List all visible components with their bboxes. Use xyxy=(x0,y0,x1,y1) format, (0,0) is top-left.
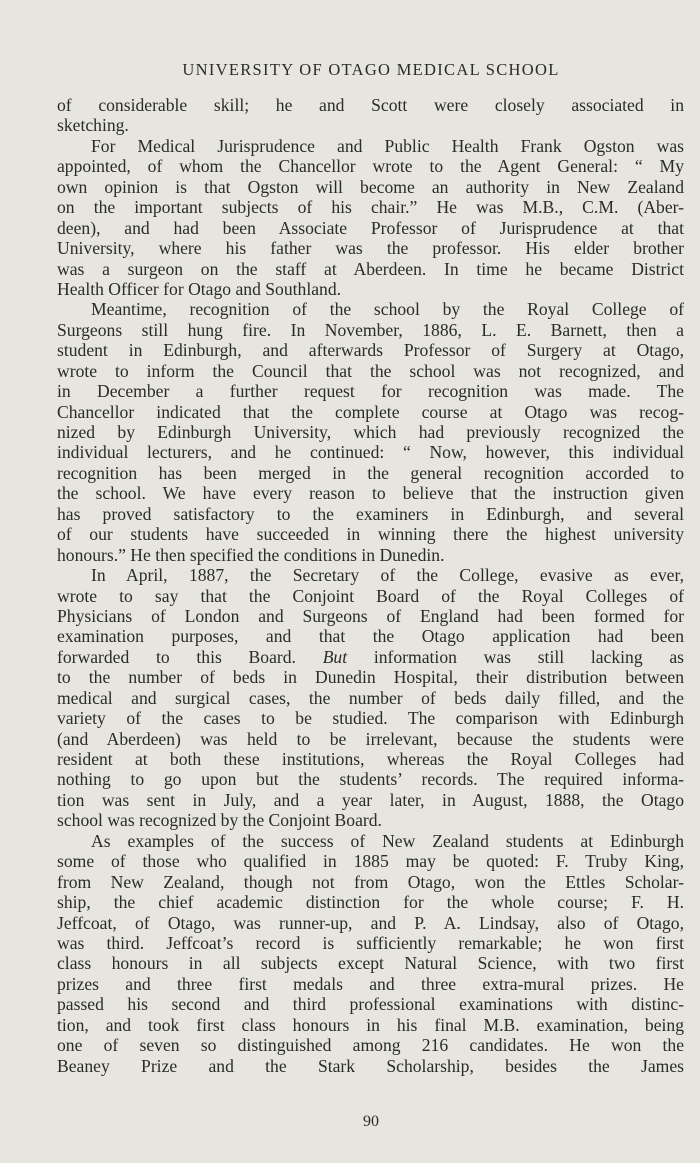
text-line: nothing to go upon but the students’ records. The required informa- xyxy=(57,769,684,790)
text-line: recognition has been merged in the general recognition accorded to xyxy=(57,462,684,483)
text-line: class honours in all subjects except Natural Science, with two first xyxy=(57,953,684,974)
text-line: forwarded to this Board. But information was still lacking as xyxy=(57,646,684,667)
text-line: examination purposes, and that the Otago application had been xyxy=(57,626,684,647)
body-text xyxy=(57,95,684,1076)
text-line: Surgeons still hung fire. In November, 1886, L. E. Barnett, then a xyxy=(57,319,684,340)
text-line: appointed, of whom the Chancellor wrote to the Agent General: “ My xyxy=(57,156,684,177)
text-line: tion, and took first class honours in his final M.B. examination, being xyxy=(57,1014,684,1035)
text-line: individual lecturers, and he continued: “ Now, however, this individual xyxy=(57,442,684,463)
text-line: ship, the chief academic distinction for the whole course; F. H. xyxy=(57,892,684,913)
text-line: tion was sent in July, and a year later, in August, 1888, the Otago xyxy=(57,789,684,810)
text-line: deen), and had been Associate Professor of Jurisprudence at that xyxy=(57,217,684,238)
text-line: medical and surgical cases, the number of beds daily filled, and the xyxy=(57,687,684,708)
text-line: Meantime, recognition of the school by the Royal College of xyxy=(91,299,684,320)
text-line: of our students have succeeded in winning there the highest university xyxy=(57,524,684,545)
text-line: of considerable skill; he and Scott were closely associated in xyxy=(57,95,684,115)
text-line: (and Aberdeen) was held to be irrelevant, because the students were xyxy=(57,728,684,749)
text-line: prizes and three first medals and three extra-mural prizes. He xyxy=(57,973,684,994)
text-line: resident at both these institutions, whereas the Royal Colleges had xyxy=(57,749,684,769)
text-line: has proved satisfactory to the examiners in Edinburgh, and several xyxy=(57,503,684,524)
text-line: nized by Edinburgh University, which had previously recognized the xyxy=(57,422,684,442)
text-line: passed his second and third professional examinations with distinc- xyxy=(57,994,684,1015)
text-line: was third. Jeffcoat’s record is sufficiently remarkable; he won first xyxy=(57,932,684,953)
text-line: student in Edinburgh, and afterwards Professor of Surgery at Otago, xyxy=(57,340,684,361)
text-line: own opinion is that Ogston will become an authority in New Zealand xyxy=(57,176,684,197)
text-line: from New Zealand, though not from Otago, won the Ettles Scholar- xyxy=(57,871,684,892)
text-line: variety of the cases to be studied. The comparison with Edinburgh xyxy=(57,708,684,729)
text-line: Physicians of London and Surgeons of England had been formed for xyxy=(57,605,684,626)
text-line: honours.” He then specified the conditions in Dunedin. xyxy=(57,544,445,565)
text-line: As examples of the success of New Zealand students at Edinburgh xyxy=(91,830,684,851)
text-line: one of seven so distinguished among 216 candidates. He won the xyxy=(57,1035,684,1056)
text-line: to the number of beds in Dunedin Hospital, their distribution between xyxy=(57,667,684,688)
text-line: Beaney Prize and the Stark Scholarship, besides the James xyxy=(57,1055,684,1076)
text-line: Chancellor indicated that the complete course at Otago was recog- xyxy=(57,401,684,422)
text-line: was a surgeon on the staff at Aberdeen. In time he became District xyxy=(57,258,684,279)
text-line: Jeffcoat, of Otago, was runner-up, and P. A. Lindsay, also of Otago, xyxy=(57,912,684,933)
text-line: on the important subjects of his chair.” He was M.B., C.M. (Aber- xyxy=(57,197,684,218)
text-line: Health Officer for Otago and Southland. xyxy=(57,278,342,299)
text-line: the school. We have every reason to believe that the instruction given xyxy=(57,483,684,504)
page-number: 90 xyxy=(363,1113,379,1130)
text-line: In April, 1887, the Secretary of the College, evasive as ever, xyxy=(91,565,684,586)
text-line: in December a further request for recognition was made. The xyxy=(57,381,684,402)
running-header: UNIVERSITY OF OTAGO MEDICAL SCHOOL xyxy=(182,60,560,79)
text-line: sketching. xyxy=(57,115,129,136)
text-line: wrote to say that the Conjoint Board of the Royal Colleges of xyxy=(57,585,684,606)
text-line: wrote to inform the Council that the school was not recognized, and xyxy=(57,360,684,381)
text-line: University, where his father was the professor. His elder brother xyxy=(57,238,684,259)
text-line: For Medical Jurisprudence and Public Health Frank Ogston was xyxy=(91,135,684,156)
text-line: some of those who qualified in 1885 may be quoted: F. Truby King, xyxy=(57,851,684,872)
text-line: school was recognized by the Conjoint Board. xyxy=(57,810,382,831)
